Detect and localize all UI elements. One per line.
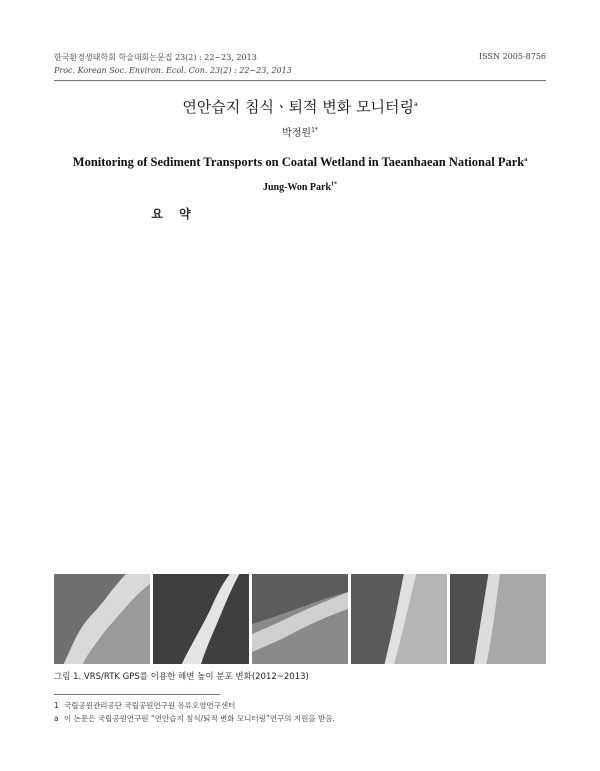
- author-korean: [54, 124, 546, 139]
- aerial-beach-map: [351, 574, 447, 664]
- title-korean: [54, 96, 546, 117]
- author-english-name: Jung-Won Park: [262, 182, 332, 193]
- title-english: [40, 155, 560, 170]
- footnote-a-text: 이 논문은 국립공원연구원 “연안습지 침식/퇴적 변화 모니터링”연구의 지원을 받음.: [64, 714, 335, 723]
- figure-panel-4: [351, 574, 447, 664]
- figure-panel-3: [252, 574, 348, 664]
- author-korean-mark: 1*: [311, 126, 318, 134]
- journal-header-ko: 한국환경생태학회 학술대회논문집 23(2) : 22~23, 2013: [54, 53, 257, 62]
- figure-panel-1: [54, 574, 150, 664]
- footnote-1-text: 국립공원관리공단 국립공원연구원 유류오염연구센터: [64, 701, 236, 710]
- title-korean-text: 연안습지 침식ㆍ퇴적 변화 모니터링: [182, 98, 414, 116]
- author-english: [54, 182, 546, 193]
- title-english-mark: a: [524, 156, 528, 163]
- footnote-rule: [54, 694, 220, 695]
- journal-header-en: Proc. Korean Soc. Environ. Ecol. Con. 23(2) : 22~23, 2013: [54, 66, 292, 75]
- figure-1: [54, 574, 546, 664]
- issn: ISSN 2005-8756: [479, 52, 546, 61]
- aerial-beach-map: [252, 574, 348, 664]
- figure-caption: 그림 1. VRS/RTK GPS를 이용한 해변 높이 분포 변화(2012~2013): [54, 672, 309, 682]
- author-korean-name: 박정원: [282, 128, 312, 139]
- abstract-heading: 요 약: [151, 207, 197, 221]
- figure-panel-5: [450, 574, 546, 664]
- aerial-beach-map: [153, 574, 249, 664]
- footnote-1: [54, 700, 546, 711]
- author-english-mark: 1*: [331, 181, 338, 188]
- title-english-text: Monitoring of Sediment Transports on Coatal Wetland in Taeanhaean National Park: [72, 155, 525, 169]
- title-korean-mark: a: [413, 101, 418, 108]
- footnote-1-mark: 1: [54, 701, 59, 710]
- aerial-beach-map: [450, 574, 546, 664]
- aerial-beach-map: [54, 574, 150, 664]
- footnote-a: [54, 713, 546, 724]
- header-rule: [54, 80, 546, 81]
- figure-panel-2: [153, 574, 249, 664]
- footnote-a-mark: a: [54, 714, 59, 723]
